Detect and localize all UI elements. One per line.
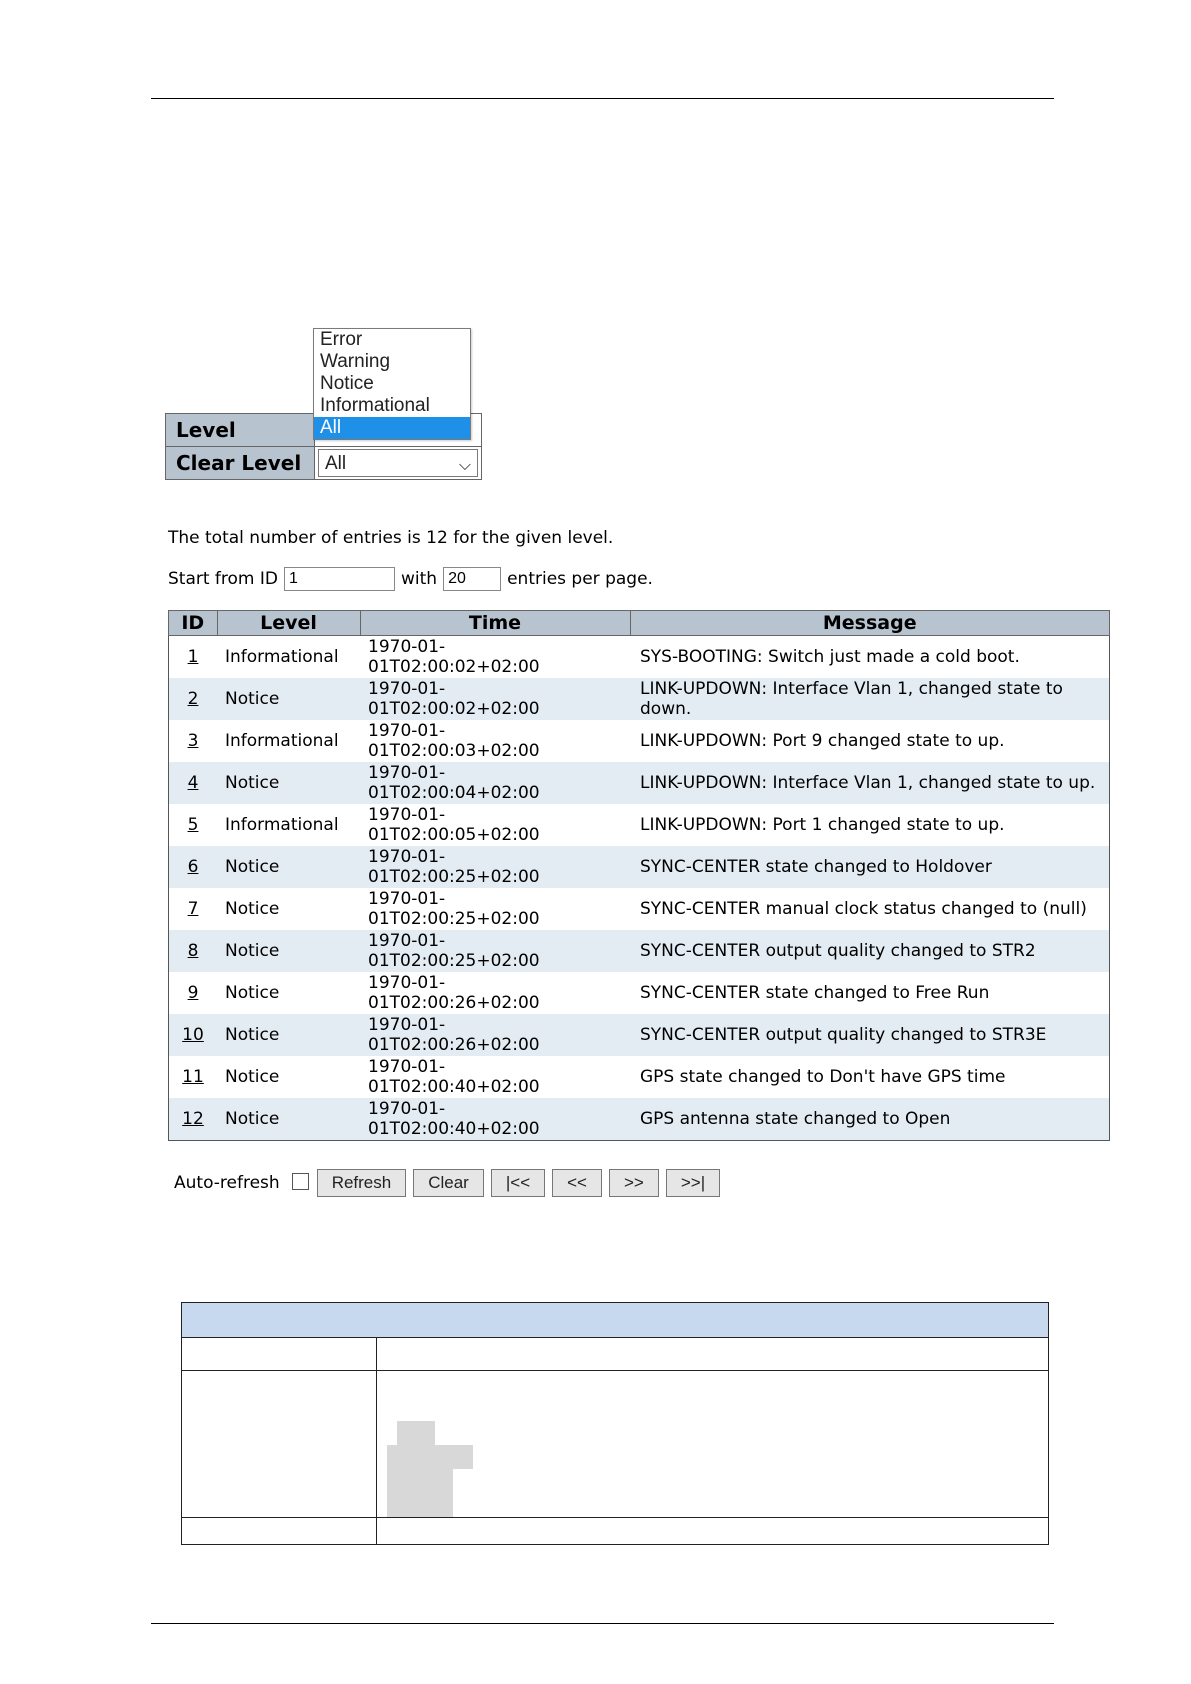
log-id-link[interactable]: 11 [182,1067,204,1087]
log-level: Informational [217,720,360,762]
log-message: SYNC-CENTER state changed to Holdover [630,846,1110,888]
footer-rule [151,1623,1054,1624]
auto-refresh-label: Auto-refresh [174,1173,280,1193]
placeholder-graphic [377,1371,1048,1517]
log-id-link[interactable]: 8 [187,941,199,961]
log-level: Notice [217,972,360,1014]
table-row [169,846,1110,888]
log-controls [174,1169,727,1197]
level-option-error[interactable]: Error [320,329,363,350]
log-time: 1970-01- 01T02:00:02+02:00 [360,636,630,679]
header-message: Message [630,611,1110,636]
log-level: Notice [217,930,360,972]
log-id-link[interactable]: 2 [187,689,199,709]
log-id-link[interactable]: 12 [182,1109,204,1129]
table-row [169,1056,1110,1098]
log-time: 1970-01- 01T02:00:40+02:00 [360,1098,630,1141]
log-message: SYNC-CENTER state changed to Free Run [630,972,1110,1014]
first-page-button[interactable]: |<< [491,1169,545,1197]
log-id-link[interactable]: 9 [187,983,199,1003]
header-time: Time [360,611,630,636]
start-id-input[interactable] [284,567,395,591]
log-message: GPS antenna state changed to Open [630,1098,1110,1141]
level-option-warning[interactable]: Warning [320,351,391,372]
table-row [169,720,1110,762]
log-id-link[interactable]: 1 [187,647,199,667]
system-log-table [168,610,1110,1141]
log-level: Notice [217,1098,360,1141]
log-message: SYNC-CENTER output quality changed to STR3E [630,1014,1110,1056]
log-level: Notice [217,846,360,888]
log-level: Informational [217,636,360,679]
table-row [169,762,1110,804]
table-row [169,678,1110,720]
reference-table [181,1302,1049,1545]
with-label: with [401,569,438,589]
log-time: 1970-01- 01T02:00:26+02:00 [360,972,630,1014]
pager-line [168,567,653,591]
reference-row [182,1371,1049,1518]
log-id-link[interactable]: 10 [182,1025,204,1045]
table-row [169,1014,1110,1056]
header-level: Level [217,611,360,636]
log-level: Notice [217,762,360,804]
table-row [169,888,1110,930]
log-level: Informational [217,804,360,846]
chevron-down-icon: ⌵ [458,457,471,474]
log-time: 1970-01- 01T02:00:25+02:00 [360,930,630,972]
log-level: Notice [217,678,360,720]
reference-table-header [182,1303,1049,1338]
next-page-button[interactable]: >> [609,1169,659,1197]
level-option-informational[interactable]: Informational [320,395,430,416]
log-level: Notice [217,1014,360,1056]
entries-summary: The total number of entries is 12 for the given level. [168,528,614,548]
log-message: LINK-UPDOWN: Port 9 changed state to up. [630,720,1110,762]
last-page-button[interactable]: >>| [666,1169,720,1197]
log-time: 1970-01- 01T02:00:25+02:00 [360,846,630,888]
log-id-link[interactable]: 3 [187,731,199,751]
log-id-link[interactable]: 5 [187,815,199,835]
entries-per-page-input[interactable] [443,567,501,591]
log-message: SYNC-CENTER output quality changed to STR2 [630,930,1110,972]
level-option-notice[interactable]: Notice [320,373,374,394]
level-option-all[interactable]: All [314,417,470,439]
log-time: 1970-01- 01T02:00:03+02:00 [360,720,630,762]
log-message: LINK-UPDOWN: Port 1 changed state to up. [630,804,1110,846]
log-id-link[interactable]: 7 [187,899,199,919]
log-time: 1970-01- 01T02:00:05+02:00 [360,804,630,846]
table-row [169,804,1110,846]
table-row [169,972,1110,1014]
clear-level-select[interactable] [318,449,478,477]
table-row [169,930,1110,972]
log-message: GPS state changed to Don't have GPS time [630,1056,1110,1098]
log-time: 1970-01- 01T02:00:02+02:00 [360,678,630,720]
log-level: Notice [217,888,360,930]
log-message: LINK-UPDOWN: Interface Vlan 1, changed state to down. [630,678,1110,720]
start-from-label: Start from ID [168,569,279,589]
log-table-header [169,611,1110,636]
previous-page-button[interactable]: << [552,1169,602,1197]
log-time: 1970-01- 01T02:00:26+02:00 [360,1014,630,1056]
log-message: SYNC-CENTER manual clock status changed to (null) [630,888,1110,930]
level-label: Level [166,414,315,447]
auto-refresh-checkbox[interactable] [292,1173,309,1190]
header-id: ID [169,611,218,636]
table-row [169,1098,1110,1141]
log-time: 1970-01- 01T02:00:04+02:00 [360,762,630,804]
table-row [169,636,1110,679]
log-level: Notice [217,1056,360,1098]
log-time: 1970-01- 01T02:00:40+02:00 [360,1056,630,1098]
level-dropdown-list[interactable] [313,328,471,440]
clear-button[interactable]: Clear [413,1169,484,1197]
header-rule [151,98,1054,99]
clear-level-label: Clear Level [166,447,315,480]
reference-row [182,1518,1049,1545]
entries-per-page-label: entries per page. [507,569,653,589]
log-message: LINK-UPDOWN: Interface Vlan 1, changed state to up. [630,762,1110,804]
clear-level-cell [315,447,482,480]
reference-row [182,1338,1049,1371]
refresh-button[interactable]: Refresh [317,1169,407,1197]
log-id-link[interactable]: 4 [187,773,199,793]
log-id-link[interactable]: 6 [187,857,199,877]
log-message: SYS-BOOTING: Switch just made a cold boot. [630,636,1110,679]
log-time: 1970-01- 01T02:00:25+02:00 [360,888,630,930]
clear-level-value: All [325,453,347,474]
